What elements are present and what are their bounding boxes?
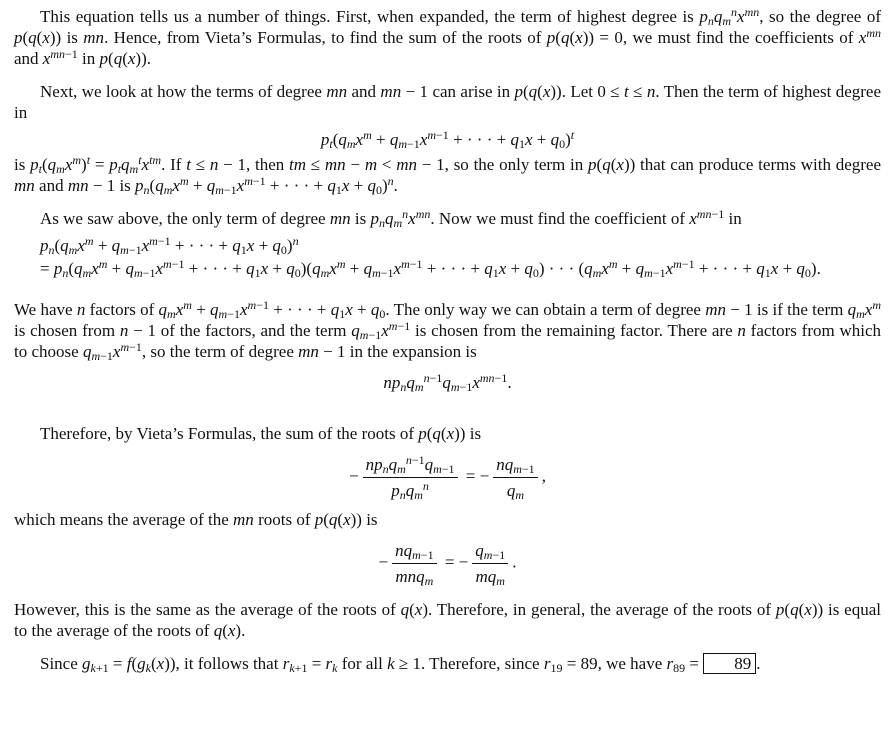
paragraph-2: Next, we look at how the terms of degree mn and mn − 1 can arise in p(q(x)). Let 0 ≤ t ≤ n. Then the term of highest degree in bbox=[14, 82, 881, 122]
p5-text-c: . The only way we can obtain a term of degree bbox=[385, 300, 706, 319]
display-equation-1: $p_t(q_mx^m + q_{m-1}x^{m-1}$ + · · · + $q_1x + q_0)^t$ bbox=[320, 128, 575, 151]
paragraph-1: This equation tells us a number of things. First, when expanded, the term of highest degree is $p_nq_m^nx^{mn}$, so the degree of p(q(x)) is mn. Hence, from Vieta’s Formulas, to find the sum of the roots of p(q(x)) = 0, we must find the coefficients of $x^{mn}$ and $x^{mn-1}$ in p(q(x)). bbox=[14, 5, 881, 68]
p5-text-g: is chosen from the remaining factor. There are bbox=[410, 321, 738, 340]
p4-text-d: in bbox=[724, 209, 742, 228]
p3-text-d: , so the only term in bbox=[444, 155, 589, 174]
paragraph-6: Therefore, by Vieta’s Formulas, the sum of the roots of p(q(x)) is bbox=[40, 424, 482, 443]
p5-text-j: in the expansion is bbox=[345, 342, 477, 361]
p1-text-e: , we must find the coefficients of bbox=[622, 28, 859, 47]
p8-text-b: . Therefore, in general, the average of the roots of bbox=[427, 600, 776, 619]
p8-text-c: is equal to the average of the roots of bbox=[14, 600, 882, 640]
p3-text-b: . If bbox=[161, 155, 187, 174]
paragraph-7: which means the average of the mn roots of p(q(x)) is bbox=[14, 510, 378, 529]
p6-text-a: Therefore, by Vieta’s Formulas, the sum of the roots of bbox=[40, 424, 419, 443]
p9-text-b: , it follows that bbox=[175, 654, 283, 673]
p5-text-a: We have bbox=[14, 300, 77, 319]
p1-text-d: . Hence, from Vieta’s Formulas, to find the sum of the roots of bbox=[104, 28, 547, 47]
p2-text-c: can arise in bbox=[428, 82, 515, 101]
display-equation-5: − $\frac{nq_{m-1}}{mnq_m}$ = − $\frac{q_{m-1}}{mq_m}$ . bbox=[378, 541, 517, 588]
p7-text-c: is bbox=[361, 510, 378, 529]
p2-text-d: . Let bbox=[561, 82, 598, 101]
p4-text-a: As we saw above, the only term of degree bbox=[40, 209, 330, 228]
p8-text-d: . bbox=[241, 621, 246, 640]
p4-text-c: . Now we must find the coefficient of bbox=[430, 209, 690, 228]
p1-text-g: in bbox=[77, 49, 100, 68]
fraction-sum-left: $\frac{np_nq_m^{n-1}q_{m-1}}{p_nq_m^n}$ bbox=[363, 454, 458, 501]
p9-text-a: Since bbox=[40, 654, 83, 673]
p1-text-b: , so the degree of bbox=[759, 7, 881, 26]
p9-text-c: for all bbox=[337, 654, 388, 673]
paragraph-9: Since $g_{k+1} = f(g_k(x))$, it follows that $r_{k+1} = r_k$ for all k ≥ 1. Therefore, since $r_{19} = 89$, we have $r_{89} = 89$ . bbox=[40, 654, 761, 675]
paragraph-3: is $p_t(q_mx^m)^t = p_tq_m^tx^{tm}$. If t ≤ n − 1, then tm ≤ mn − m < mn − 1, so the only term in p(q(x)) that can produce terms with degree mn and mn − 1 is $p_n(q_mx^m + q_{m-1}x^{m-1}$ + · · · + $q_1x + q_0)^n$. bbox=[14, 153, 882, 197]
p5-text-f: of the factors, and the term bbox=[156, 321, 352, 340]
fraction-avg-right: $\frac{q_{m-1}}{mq_m}$ bbox=[472, 540, 508, 587]
p9-text-e: , we have bbox=[597, 654, 667, 673]
p3-text-g: is bbox=[115, 176, 136, 195]
p9-text-d: . Therefore, since bbox=[420, 654, 544, 673]
p9-text-f: . bbox=[756, 654, 761, 673]
p1-text-a: This equation tells us a number of things. First, when expanded, the term of highest degree is bbox=[40, 7, 700, 26]
boxed-answer: 89 bbox=[703, 653, 756, 674]
p7-text-a: which means the average of the bbox=[14, 510, 234, 529]
p2-text-a: Next, we look at how the terms of degree bbox=[40, 82, 327, 101]
p2-text-e: . Then the term of highest degree in bbox=[14, 82, 881, 122]
fraction-avg-left: $\frac{nq_{m-1}}{mnq_m}$ bbox=[392, 540, 436, 587]
p7-text-b: roots of bbox=[253, 510, 315, 529]
p5-text-e: is chosen from bbox=[14, 321, 120, 340]
p5-text-i: , so the term of degree bbox=[141, 342, 299, 361]
p8-text-a: However, this is the same as the average of the roots of bbox=[14, 600, 401, 619]
paragraph-8: However, this is the same as the average of the roots of q(x). Therefore, in general, the average of the roots of p(q(x)) is equal to the average of the roots of q(x). bbox=[14, 600, 882, 640]
p6-text-b: is bbox=[465, 424, 482, 443]
p3-text-e: that can produce terms with degree bbox=[635, 155, 882, 174]
paragraph-4: As we saw above, the only term of degree mn is $p_nq_m^nx^{mn}$. Now we must find the coefficient of $x^{mn-1}$ in bbox=[40, 207, 742, 230]
p1-text-c: is bbox=[61, 28, 84, 47]
p3-text-h: . bbox=[393, 176, 398, 195]
p3-text-a: is bbox=[14, 155, 31, 174]
p5-text-d: is if the term bbox=[752, 300, 848, 319]
fraction-sum-right: $\frac{nq_{m-1}}{q_m}$ bbox=[493, 454, 537, 501]
expansion-line-2: = $p_n(q_mx^m + q_{m-1}x^{m-1}$ + · · · + $q_1x + q_0)(q_mx^m + q_{m-1}x^{m-1}$ + · · · + $q_1x + q_0$) · · · ($q_mx^m + q_{m-1}x^{m-1}$ + · · · + $q_1x + q_0$). bbox=[40, 257, 821, 280]
display-equation-2 bbox=[40, 235, 881, 279]
display-equation-4: − $\frac{np_nq_m^{n-1}q_{m-1}}{p_nq_m^n}$ = − $\frac{nq_{m-1}}{q_m}$ , bbox=[349, 453, 546, 502]
p4-text-b: is bbox=[350, 209, 371, 228]
p1-text-h: . bbox=[146, 49, 151, 68]
p3-text-f: and bbox=[34, 176, 68, 195]
p5-text-b: factors of bbox=[85, 300, 159, 319]
paragraph-5: We have n factors of $q_mx^m + q_{m-1}x^{m-1}$ + · · · + $q_1x + q_0$. The only way we can obtain a term of degree mn − 1 is if the term $q_mx^m$ is chosen from n − 1 of the factors, and the term $q_{m-1}x^{m-1}$ is chosen from the remaining factor. There are n factors from which to choose $q_{m-1}x^{m-1}$, so the term of degree mn − 1 in the expansion is bbox=[14, 298, 882, 363]
expansion-line-1: $p_n(q_mx^m + q_{m-1}x^{m-1}$ + · · · + $q_1x + q_0)^n$ bbox=[40, 234, 299, 257]
display-equation-3: $np_nq_m^{n-1}q_{m-1}x^{mn-1}$. bbox=[383, 371, 512, 394]
p3-text-c: , then bbox=[245, 155, 290, 174]
p2-text-b: and bbox=[347, 82, 381, 101]
p1-text-f: and bbox=[14, 49, 43, 68]
p5-text-h: factors from which to choose bbox=[14, 321, 882, 361]
